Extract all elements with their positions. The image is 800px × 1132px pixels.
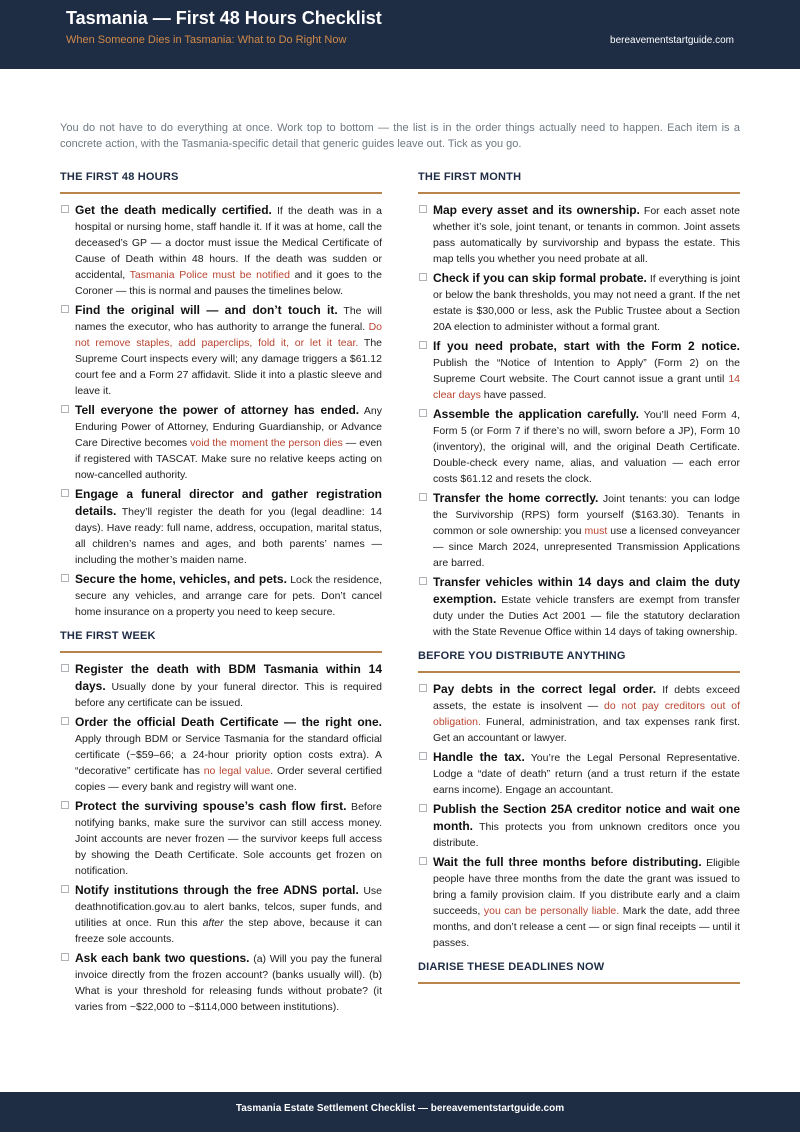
item-heading: Check if you can skip formal probate.	[433, 271, 647, 285]
item-heading: Publish the Section 25A creditor notice and wait one month.	[433, 802, 740, 833]
checkbox[interactable]	[61, 405, 69, 413]
site-link[interactable]: bereavementstartguide.com	[610, 35, 734, 46]
item-body-text: Funeral, administration, and tax expenses rank first. Get an accountant or lawyer.	[433, 716, 740, 744]
item-body-text: the step above, because it can freeze sole accounts.	[75, 917, 382, 945]
item-warning-text: do not pay creditors out of obligation.	[433, 700, 740, 728]
item-heading: Register the death with BDM Tasmania within 14 days.	[75, 662, 382, 693]
item-heading: Ask each bank two questions.	[75, 951, 250, 965]
header-banner	[0, 0, 800, 69]
checkbox[interactable]	[419, 804, 427, 812]
item-heading: Assemble the application carefully.	[433, 407, 639, 421]
checklist-before-distribute	[418, 681, 740, 951]
item-warning-text: you can be personally liable.	[483, 905, 620, 917]
checklist-item	[60, 402, 382, 483]
item-heading: Transfer the home correctly.	[433, 491, 599, 505]
checklist-item	[60, 571, 382, 620]
checkbox[interactable]	[419, 752, 427, 760]
item-heading: If you need probate, start with the Form 2 notice.	[433, 339, 740, 353]
item-heading: Protect the surviving spouse’s cash flow first.	[75, 799, 347, 813]
checklist-item	[418, 490, 740, 571]
item-body-text: Use deathnotification.gov.au to alert banks, telcos, super funds, and utilities at once. Run this	[75, 885, 383, 929]
checkbox[interactable]	[61, 205, 69, 213]
item-heading: Engage a funeral director and gather registration details.	[75, 487, 382, 518]
checklist-first-week	[60, 661, 382, 1015]
item-warning-text: void the moment the person dies	[190, 437, 343, 449]
item-body-text: You’re the Legal Personal Representative. Lodge a “date of death” return (and a trust return if the estate earns income). Engage an accountant.	[433, 752, 740, 796]
item-body-text: use a licensed conveyancer — since March 2024, unrepresented Transmission Applications are barred.	[433, 525, 741, 569]
item-body-text: If the death was in a hospital or nursing home, staff handle it. If it was at home, call the deceased’s GP — a doctor must issue the Medical Certificate of Cause of Death within 48 hours. If the death was sudden or accidental,	[75, 205, 382, 281]
checkbox[interactable]	[419, 205, 427, 213]
item-body-text: If everything is joint or below the bank thresholds, you may not need a grant. If the net estate is $30,000 or less, ask the Public Trustee about a Section 20A election to administer without a formal grant.	[433, 273, 740, 333]
checkbox[interactable]	[419, 857, 427, 865]
checklist-item	[418, 681, 740, 746]
item-body-text: . Order several certified copies — every bank and registry will want one.	[75, 765, 382, 793]
checklist-item	[60, 882, 382, 947]
checkbox[interactable]	[61, 801, 69, 809]
item-body-text: For each asset note whether it’s sole, joint tenant, or tenants in common. Joint assets pass automatically by survivorship and bypass the estate. This map tells you whether you need probate at all.	[433, 205, 740, 265]
checklist-item	[418, 854, 740, 951]
item-body-text: Usually done by your funeral director. This is required before any certificate can be issued.	[75, 681, 382, 709]
item-heading: Transfer vehicles within 14 days and claim the duty exemption.	[433, 575, 740, 606]
checkbox[interactable]	[419, 684, 427, 692]
item-body-text: Before notifying banks, make sure the survivor can still access money. Joint accounts are never frozen — the survivor keeps full access by showing the Death Certificate. Sole accounts get frozen on notification.	[75, 801, 382, 877]
item-warning-text: Do not remove staples, add paperclips, fold it, or let it tear.	[75, 321, 382, 349]
item-body-text: Mark the date, add three months, and don’t release a cent — or sign final receipts — until it passes.	[433, 905, 740, 949]
checkbox[interactable]	[419, 341, 427, 349]
item-body-text: If debts exceed assets, the estate is insolvent —	[433, 684, 740, 712]
checklist-item	[60, 661, 382, 711]
section-heading-before-distribute: BEFORE YOU DISTRIBUTE ANYTHING	[418, 650, 740, 673]
item-body-text: — even if registered with TASCAT. Make sure no relative keeps acting on now-cancelled authority.	[75, 437, 383, 481]
checklist-item	[418, 801, 740, 851]
section-heading-first-week: THE FIRST WEEK	[60, 630, 382, 653]
checklist-item	[60, 950, 382, 1015]
checklist-item	[60, 798, 382, 879]
item-heading: Notify institutions through the free ADNS portal.	[75, 883, 359, 897]
item-heading: Handle the tax.	[433, 750, 525, 764]
left-column	[60, 171, 382, 1018]
item-heading: Wait the full three months before distributing.	[433, 855, 702, 869]
checkbox[interactable]	[419, 409, 427, 417]
checkbox[interactable]	[61, 574, 69, 582]
right-column	[418, 171, 740, 992]
intro-text: You do not have to do everything at once. Work top to bottom — the list is in the order things actually need to happen. Each item is a concrete action, with the Tasmania-specific detail that generic guides leave out. Tick as you go.	[60, 122, 740, 150]
checklist-item	[418, 574, 740, 640]
item-body-text: They’ll register the death for you (legal deadline: 14 days). Have ready: full name, address, occupation, marital status, all children’s names and ages, and both parents’ names — including the mother’s maiden name.	[75, 506, 382, 566]
section-heading-diarise: DIARISE THESE DEADLINES NOW	[418, 961, 740, 984]
section-heading-first-month: THE FIRST MONTH	[418, 171, 740, 194]
item-heading: Map every asset and its ownership.	[433, 203, 640, 217]
item-heading: Order the official Death Certificate — the right one.	[75, 715, 382, 729]
checklist-item	[418, 270, 740, 335]
checkbox[interactable]	[419, 273, 427, 281]
item-heading: Get the death medically certified.	[75, 203, 272, 217]
item-body-text: Publish the “Notice of Intention to Apply” (Form 2) on the Supreme Court website. The Court cannot issue a grant until	[433, 357, 740, 385]
item-body-text: The will names the executor, who has authority to arrange the funeral.	[75, 305, 382, 333]
checkbox[interactable]	[419, 493, 427, 501]
checklist-first-month	[418, 202, 740, 640]
item-body-text: and it goes to the Coroner — this is normal and pauses the timelines below.	[75, 269, 382, 297]
item-body-text: have passed.	[480, 389, 547, 401]
item-body-text: Eligible people have three months from the date the grant was issued to bring a family provision claim. If you distribute early and a claim succeeds,	[433, 857, 740, 917]
section-heading-first-48-hours: THE FIRST 48 HOURS	[60, 171, 382, 194]
checklist-item	[418, 406, 740, 487]
item-body-text: This protects you from unknown creditors once you distribute.	[433, 821, 740, 849]
checklist-item	[60, 302, 382, 399]
checkbox[interactable]	[61, 953, 69, 961]
item-body-text: Apply through BDM or Service Tasmania for the standard official certificate (~$59–66; a 24-hour priority option costs extra). A “decorative” certificate has	[75, 733, 382, 777]
item-warning-text: Tasmania Police must be notified	[129, 269, 290, 281]
item-body-text: Lock the residence, secure any vehicles, and arrange care for pets. Don’t cancel home insurance on a property you need to keep secure.	[75, 574, 382, 618]
checklist-item	[418, 338, 740, 403]
item-warning-text: no legal value	[203, 765, 271, 777]
checkbox[interactable]	[61, 305, 69, 313]
checkbox[interactable]	[419, 577, 427, 585]
item-heading: Pay debts in the correct legal order.	[433, 682, 657, 696]
footer-bar	[0, 1092, 800, 1132]
checkbox[interactable]	[61, 885, 69, 893]
page-subtitle: When Someone Dies in Tasmania: What to Do Right Now	[66, 34, 347, 46]
footer-text: Tasmania Estate Settlement Checklist — bereavementstartguide.com	[235, 1103, 565, 1114]
checkbox[interactable]	[61, 717, 69, 725]
item-body-text: You’ll need Form 4, Form 5 (or Form 7 if there’s no will, sworn before a JP), Form 10 (inventory), the original will, and the original Death Certificate. Double-check every name, alias, and valuation — each error costs $61.12 and resets the clock.	[433, 409, 741, 485]
item-heading: Find the original will — and don’t touch it.	[75, 303, 338, 317]
item-heading: Tell everyone the power of attorney has ended.	[75, 403, 360, 417]
page-title: Tasmania — First 48 Hours Checklist	[66, 8, 382, 28]
item-body-text: (a) Will you pay the funeral invoice directly from the frozen account? (banks usually will). (b) What is your threshold for releasing funds without probate? (it varies from ~$22,000 to ~$114,000 between institutions).	[75, 953, 382, 1013]
item-warning-text: 14 clear days	[433, 373, 740, 401]
item-body-text: Joint tenants: you can lodge the Survivorship (RPS) form yourself ($163.30). Tenants in common or sole ownership: you	[433, 493, 740, 537]
checklist-item	[418, 202, 740, 267]
item-heading: Secure the home, vehicles, and pets.	[75, 572, 287, 586]
checklist-item	[60, 486, 382, 568]
checklist-first-48-hours	[60, 202, 382, 620]
item-warning-text: must	[584, 525, 608, 537]
checklist-item	[60, 202, 382, 299]
checkbox[interactable]	[61, 489, 69, 497]
item-body-text: Any Enduring Power of Attorney, Enduring Guardianship, or Advance Care Directive becomes	[75, 405, 382, 449]
item-body-text: Estate vehicle transfers are exempt from transfer duty under the Duties Act 2001 — file the statutory declaration with the State Revenue Office within 14 days of taking ownership.	[433, 594, 740, 638]
checklist-item	[60, 714, 382, 795]
item-body-text: after	[202, 917, 224, 929]
checklist-item	[418, 749, 740, 798]
checkbox[interactable]	[61, 664, 69, 672]
item-body-text: The Supreme Court inspects every will; any damage triggers a $61.12 court fee and a Form 27 affidavit. Slide it into a plastic sleeve and leave it.	[75, 337, 382, 397]
